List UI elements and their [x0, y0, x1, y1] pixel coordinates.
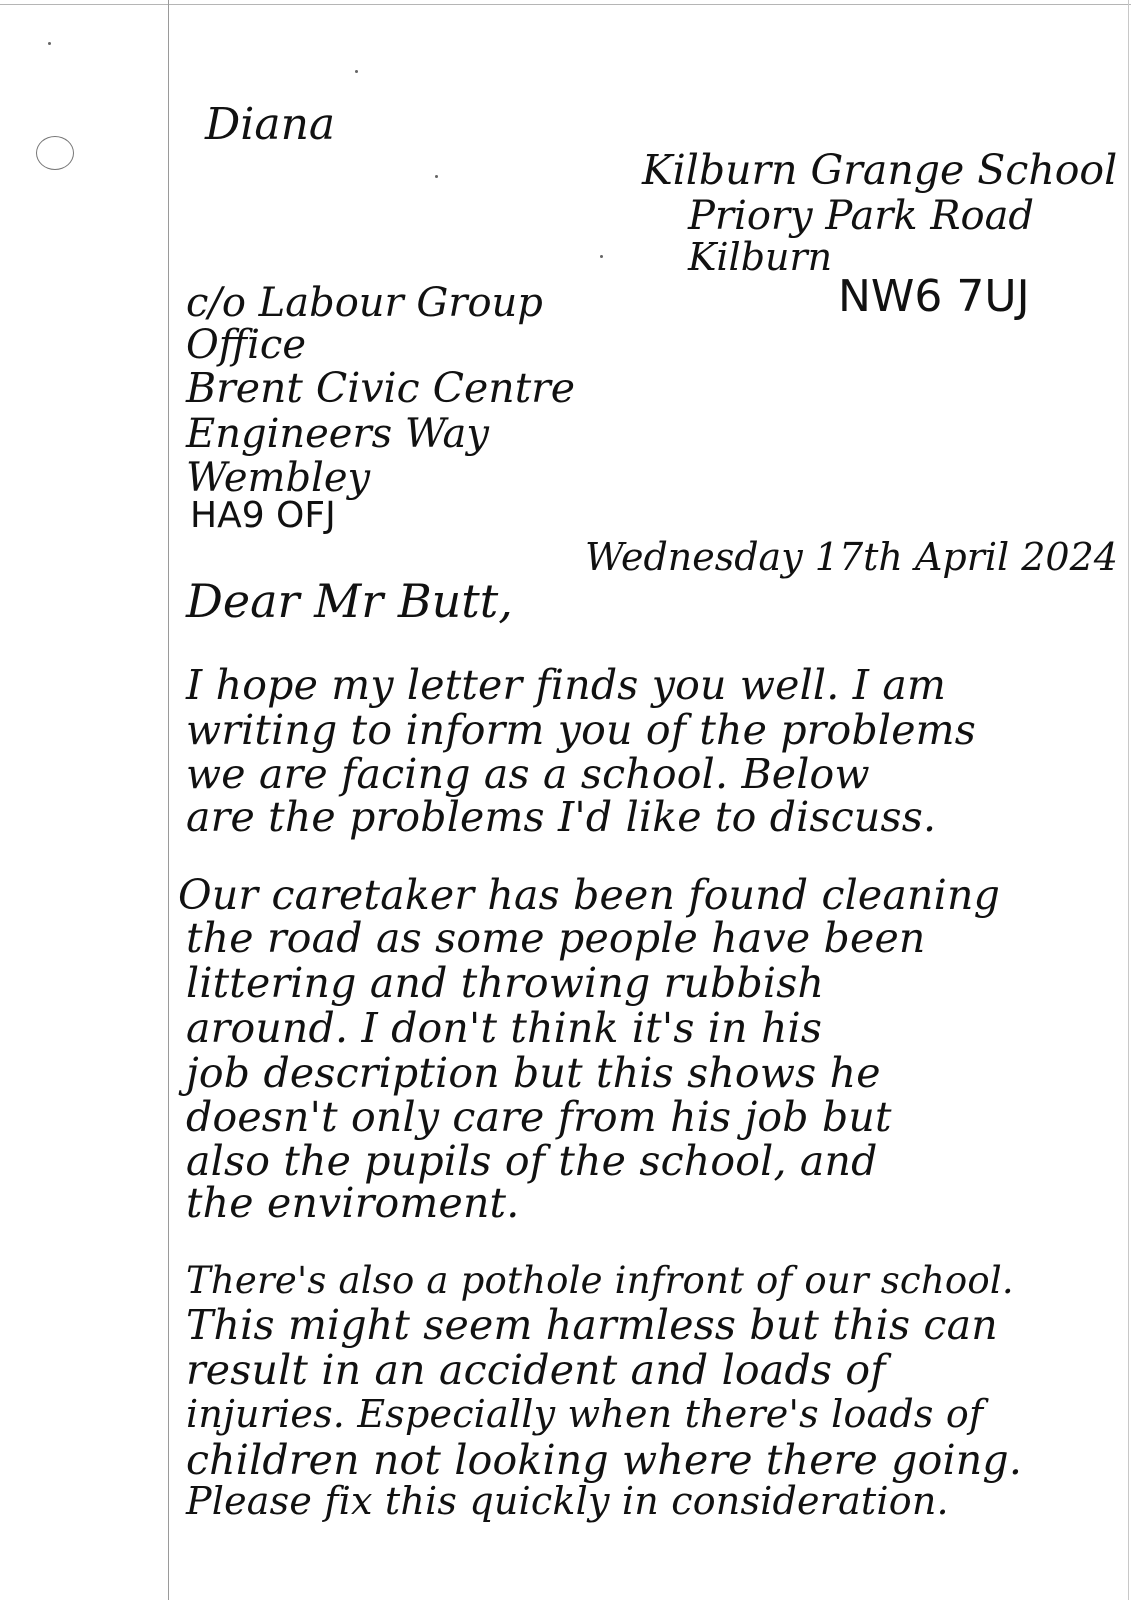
- recipient-address-line: c/o Labour Group: [186, 280, 543, 326]
- header-note: Diana: [205, 99, 336, 150]
- school-address-line: Kilburn Grange School: [642, 146, 1118, 194]
- paragraph-line: This might seem harmless but this can: [186, 1301, 998, 1349]
- paragraph-line: doesn't only care from his job but: [186, 1093, 892, 1141]
- paragraph-line: littering and throwing rubbish: [186, 959, 825, 1007]
- scan-speck: [355, 70, 358, 73]
- page-top-edge: [0, 4, 1131, 5]
- paragraph-line: Please fix this quickly in consideration.: [186, 1479, 949, 1523]
- paragraph-line: the enviroment.: [186, 1179, 520, 1227]
- paragraph-line: also the pupils of the school, and: [186, 1137, 878, 1185]
- school-address-line: Priory Park Road: [688, 193, 1035, 239]
- scan-speck: [435, 175, 438, 178]
- scan-speck: [600, 255, 603, 258]
- paragraph-line: result in an accident and loads of: [186, 1346, 886, 1394]
- scan-speck: [48, 42, 51, 45]
- paragraph-line: I hope my letter finds you well. I am: [186, 661, 947, 709]
- recipient-address-line: Office: [186, 322, 306, 368]
- recipient-address-line: Engineers Way: [186, 411, 489, 457]
- paragraph-line: Our caretaker has been found cleaning: [178, 871, 1001, 919]
- paragraph-line: we are facing as a school. Below: [186, 750, 870, 798]
- punch-hole: [36, 136, 74, 170]
- paragraph-line: job description but this shows he: [186, 1049, 881, 1097]
- paragraph-line: are the problems I'd like to discuss.: [186, 793, 937, 841]
- paragraph-line: There's also a pothole infront of our school.: [186, 1259, 1014, 1302]
- paragraph-line: injuries. Especially when there's loads of: [186, 1392, 984, 1436]
- page-right-edge: [1128, 0, 1129, 1600]
- recipient-postcode: HA9 OFJ: [190, 495, 336, 536]
- recipient-address-line: Wembley: [186, 455, 371, 501]
- paragraph-line: children not looking where there going.: [186, 1436, 1023, 1484]
- letter-date: Wednesday 17th April 2024: [585, 535, 1118, 579]
- recipient-address-line: Brent Civic Centre: [186, 364, 576, 412]
- school-postcode: NW6 7UJ: [838, 271, 1030, 322]
- paragraph-line: writing to inform you of the problems: [186, 706, 976, 754]
- margin-line: [168, 0, 169, 1600]
- paragraph-line: around. I don't think it's in his: [186, 1004, 823, 1052]
- school-address-line: Kilburn: [688, 235, 833, 279]
- salutation: Dear Mr Butt,: [186, 574, 513, 628]
- paragraph-line: the road as some people have been: [186, 914, 926, 962]
